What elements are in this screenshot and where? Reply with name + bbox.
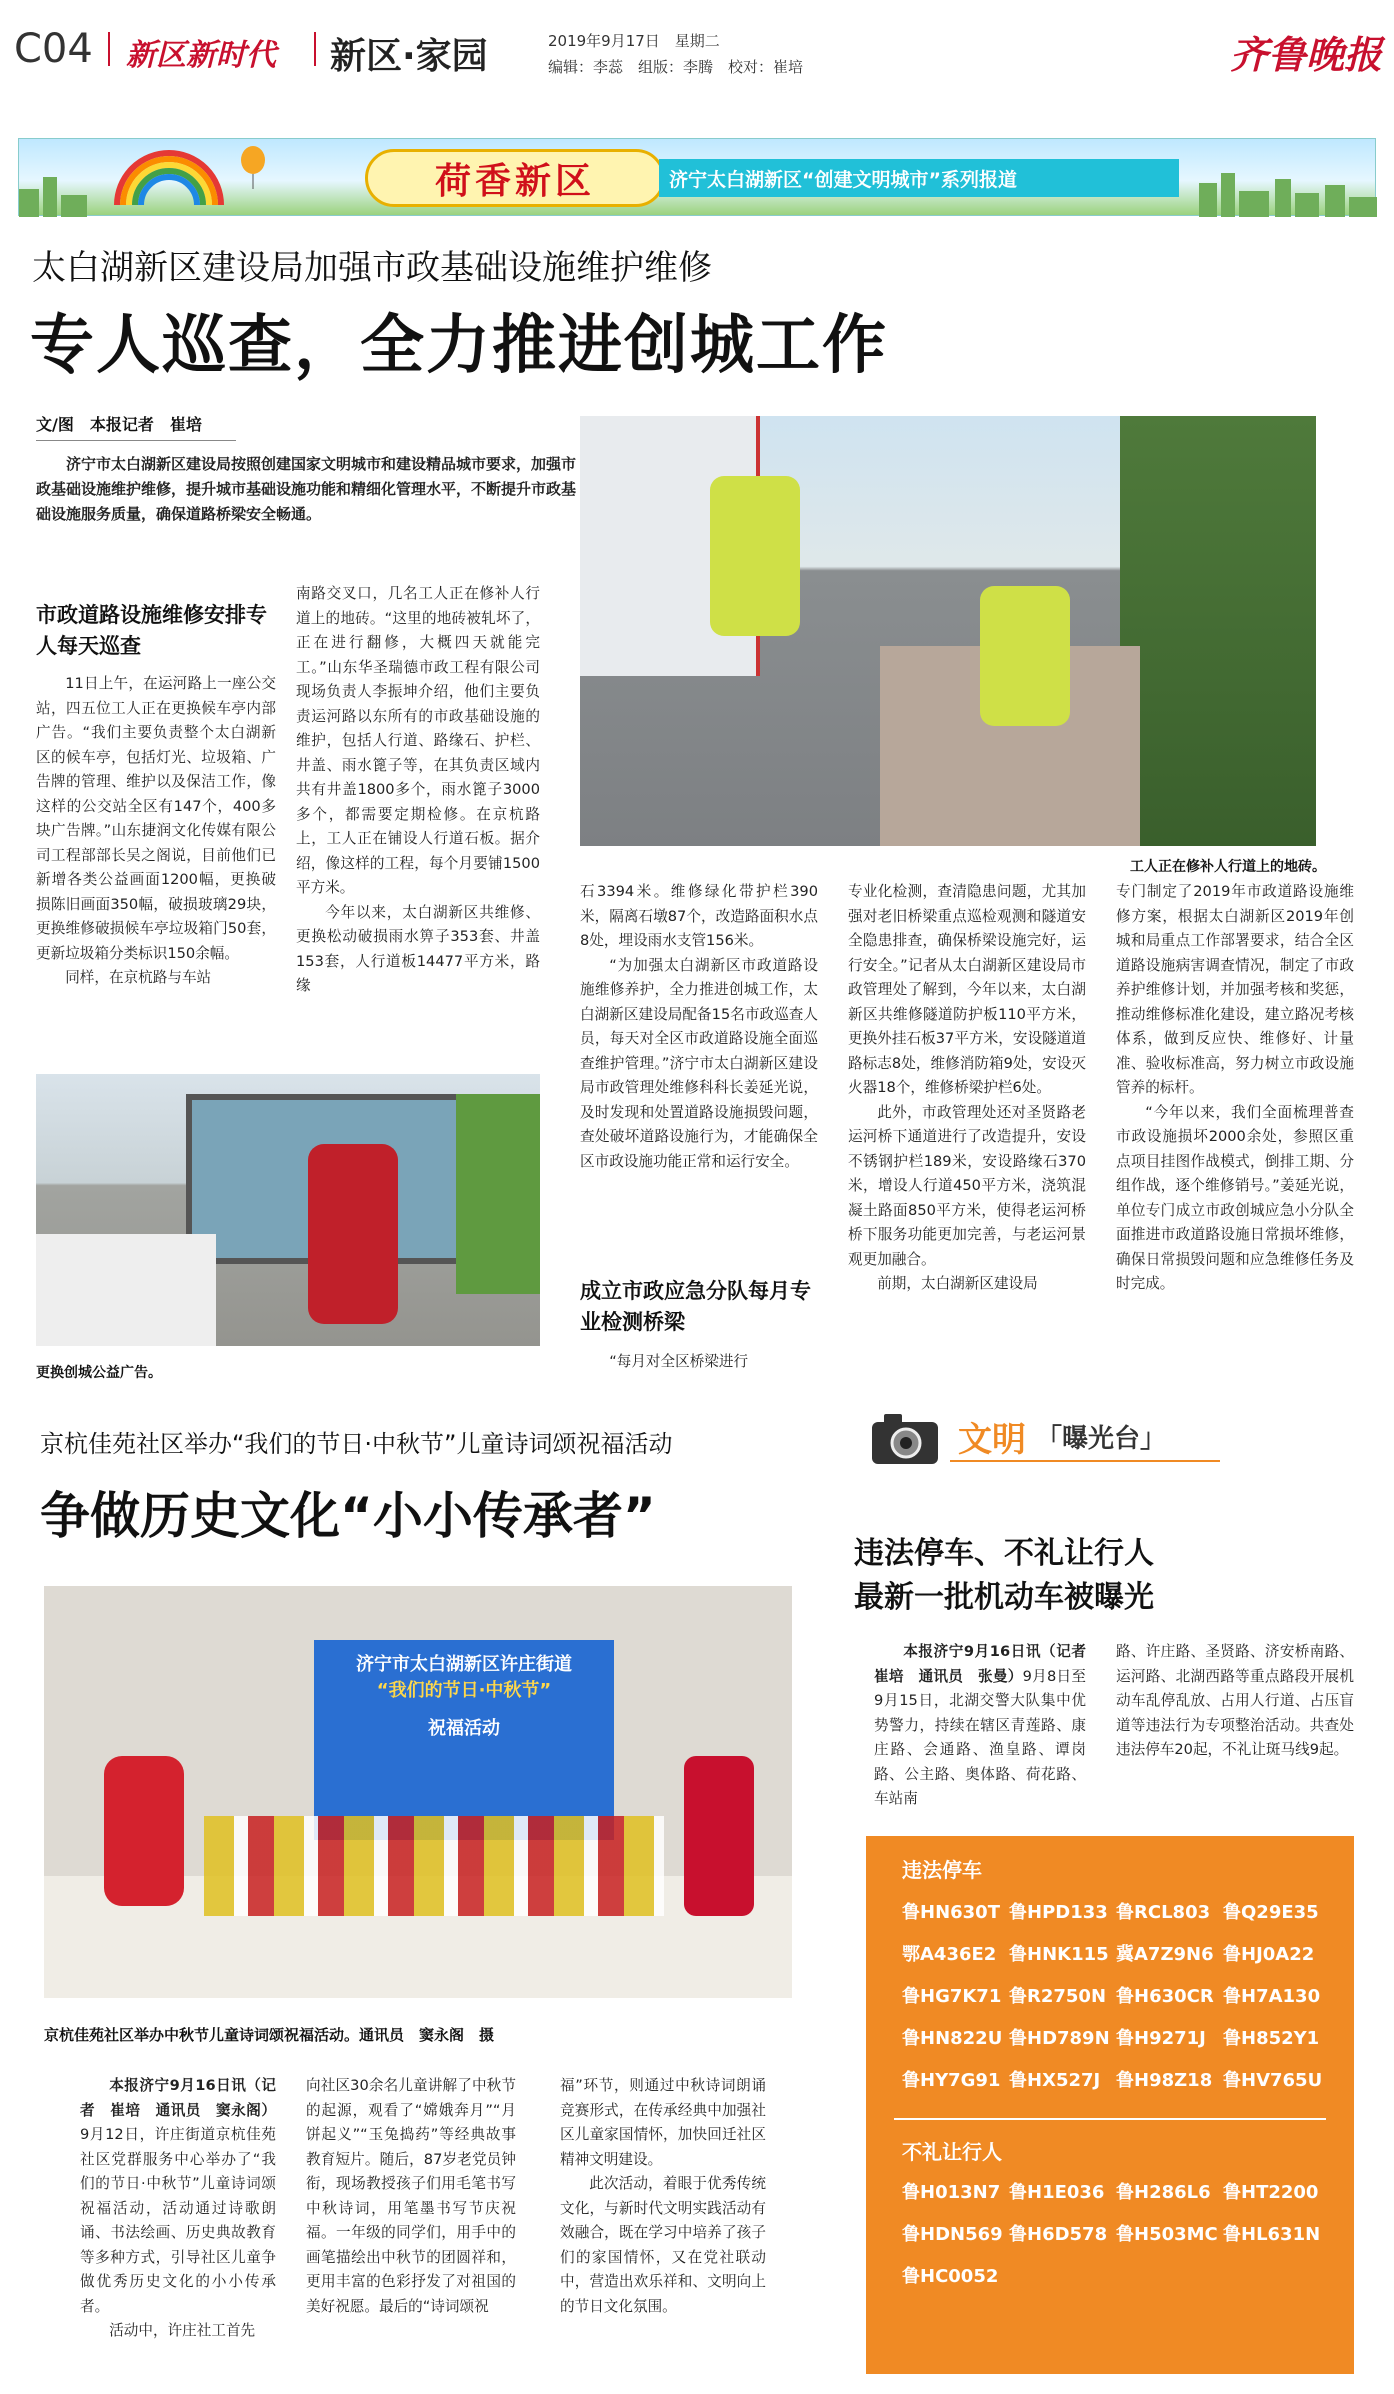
paragraph: 前期，太白湖新区建设局: [877, 1275, 1038, 1292]
plate-number: 鲁HPD133: [1009, 1902, 1108, 1923]
paragraph: 此次活动，着眼于优秀传统文化，与新时代文明实践活动有效融合，既在学习中培养了孩子们的家国情怀，又在党社联动中，营造出欢乐祥和、文明向上的节日文化氛围。: [560, 2175, 766, 2315]
parking-plate-grid: [902, 1892, 1342, 2102]
subhead-2-text: 成立市政应急分队每月专业检测桥梁: [580, 1279, 811, 1334]
ad-replacement-photo-caption: 更换创城公益广告。: [36, 1365, 162, 1381]
a1-col3-tail: [580, 1350, 818, 1376]
section-name: 新区·家园: [330, 36, 488, 77]
workers-photo: [580, 416, 1316, 846]
pedestrian-title: 不礼让行人: [902, 2140, 1002, 2164]
dateline: 本报济宁9月16日讯（记者 崔培 通讯员 窦永阁）: [80, 2077, 276, 2119]
plate-number: 鲁HNK115: [1009, 1944, 1109, 1965]
paragraph: 11日上午，在运河路上一座公交站，四五位工人正在更换候车亭内部广告。“我们主要负责整个太白湖新区的候车亭，包括灯光、垃圾箱、广告牌的管理、维护以及保洁工作，像这样的公交站全区有147个，400多块广告牌。”山东捷润文化传媒有限公司工程部部长吴之阁说，目前他们已新增各类公益画面1200幅，更换破损陈旧画面350幅，破损玻璃29块，更换维修破损候车亭垃圾箱门50套，更新垃圾箱分类标识150余幅。: [36, 675, 276, 962]
exposure-headline-1: 违法停车、不礼让行人: [854, 1536, 1154, 1571]
exposure-label-main: 文明: [958, 1420, 1026, 1460]
subhead-1: [36, 600, 276, 662]
a1-col4: [848, 880, 1086, 1376]
plate-number: 鲁HY7G91: [902, 2070, 1001, 2091]
subhead-1-text: 市政道路设施维修安排专人每天巡查: [36, 603, 267, 658]
paragraph: 专业化检测，查清隐患问题，尤其加强对老旧桥梁重点巡检观测和隧道安全隐患排查，确保桥梁设施完好，运行安全。”记者从太白湖新区建设局市政管理处了解到，今年以来，太白湖新区共维修隧道防护板110平方米，更换外挂石板37平方米，安设隧道道路标志8处，维修消防箱9处，安设灭火器18个，维修桥梁护栏6处。: [848, 883, 1086, 1096]
plate-number: 鲁H6D578: [1009, 2224, 1108, 2245]
a1-col2: [296, 582, 540, 1052]
banner-subtitle: 济宁太白湖新区“创建文明城市”系列报道: [669, 169, 1017, 191]
divider: [314, 32, 316, 66]
plate-number: 鲁H013N7: [902, 2182, 1001, 2203]
exp-col1: [874, 1640, 1101, 1820]
a1-col1: [36, 672, 276, 1052]
workers-photo-caption: 工人正在修补人行道上的地砖。: [1130, 859, 1326, 875]
plate-number: 鲁RCL803: [1116, 1902, 1211, 1923]
plate-number: 鲁H286L6: [1116, 2182, 1211, 2203]
plate-number: 鲁H7A130: [1223, 1986, 1321, 2007]
photo-banner-line-1: 济宁市太白湖新区许庄街道: [356, 1654, 572, 1675]
section-brand: 新区新时代: [126, 38, 276, 73]
ad-replacement-photo: [36, 1074, 540, 1346]
article1-byline: 文/图 本报记者 崔培: [36, 415, 202, 434]
divider: [108, 32, 110, 66]
plate-number: 鲁HJ0A22: [1223, 1944, 1315, 1965]
paragraph: “今年以来，我们全面梳理普查市政设施损坏2000余处，参照区重点项目挂图作战模式，倒排工期、分组作战，逐个维修销号。”姜延光说，单位专门成立市政创城应急小分队全面推进市政道路设施日常损坏维修，确保日常损毁问题和应急维修任务及时完成。: [1116, 1103, 1354, 1292]
plate-number: 鲁HN630T: [902, 1902, 1000, 1923]
paragraph: 路、许庄路、圣贤路、济安桥南路、运河路、北湖西路等重点路段开展机动车乱停乱放、占用人行道、占压盲道等违法行为专项整治活动。共查处违法停车20起，不礼让斑马线9起。: [1116, 1643, 1354, 1758]
article1-kicker: 太白湖新区建设局加强市政基础设施维护维修: [32, 248, 712, 288]
plate-number: 鲁HC0052: [902, 2266, 999, 2287]
exp-col2: [1116, 1640, 1354, 1820]
plate-number: 鲁H503MC: [1116, 2224, 1218, 2245]
plate-number: 鲁HT2200: [1223, 2182, 1319, 2203]
plate-number: 鲁HDN569: [902, 2224, 1003, 2245]
plate-number: 鲁H1E036: [1009, 2182, 1105, 2203]
paragraph: [874, 1640, 1101, 1812]
plate-number: 鲁H9271J: [1116, 2028, 1206, 2049]
parking-title: 违法停车: [902, 1858, 982, 1882]
paragraph: 此外，市政管理处还对圣贤路老运河桥下通道进行了改造提升，安设不锈钢护栏189米，安设路缘石370米，增设人行道450平方米，浇筑混凝土路面850平方米，使得老运河桥桥下服务功能更加完善，与老运河景观更加融合。: [848, 1103, 1086, 1268]
article2-kicker: 京杭佳苑社区举办“我们的节日·中秋节”儿童诗词颂祝福活动: [40, 1430, 673, 1458]
a2-col3: [560, 2074, 766, 2384]
exposure-label-sub: 「曝光台」: [1036, 1424, 1167, 1454]
staff-line: 编辑：李蕊 组版：李腾 校对：崔培: [548, 58, 804, 76]
paragraph-text: 9月12日，许庄街道京杭佳苑社区党群服务中心举办了“我们的节日·中秋节”儿童诗词颂祝福活动，活动通过诗歌朗诵、书法绘画、历史典故教育等多种方式，引导社区儿童争做优秀历史文化的小小传承者。: [80, 2126, 276, 2315]
a1-col3: [580, 880, 818, 1290]
subhead-2: [580, 1276, 818, 1338]
plate-number: 鲁R2750N: [1009, 1986, 1107, 2007]
page-number: C04: [14, 26, 93, 72]
a2-col1: [80, 2074, 276, 2384]
paragraph: 向社区30余名儿童讲解了中秋节的起源，观看了“嫦娥奔月”“月饼起义”“玉兔捣药”等经典故事教育短片。随后，87岁老党员钟衔，现场教授孩子们用毛笔书写中秋诗词，用笔墨书写节庆祝福。一年级的同学们，用手中的画笔描绘出中秋节的团圆祥和，更用丰富的色彩抒发了对祖国的美好祝愿。最后的“诗词颂祝: [306, 2077, 516, 2315]
date-line: 2019年9月17日 星期二: [548, 32, 720, 50]
paragraph: “每月对全区桥梁进行: [609, 1353, 749, 1370]
dateline: 本报济宁9月16日讯（记者 崔培 通讯员 张曼）: [874, 1643, 1101, 1685]
exposure-label-rule: [950, 1460, 1220, 1462]
plate-number: 鄂A436E2: [902, 1944, 997, 1965]
plate-number: 鲁HL631N: [1223, 2224, 1321, 2245]
article1-lead: [36, 452, 576, 560]
plate-number: 鲁H98Z18: [1116, 2070, 1213, 2091]
paragraph: 石3394米。维修绿化带护栏390米，隔离石墩87个，改造路面积水点8处，埋设雨水支管156米。: [580, 883, 818, 949]
camera-icon: [870, 1410, 940, 1466]
paragraph: [80, 2074, 276, 2319]
plate-number: 鲁HG7K71: [902, 1986, 1002, 2007]
paragraph: 福”环节，则通过中秋诗词朗诵竞赛形式，在传承经典中加强社区儿童家国情怀，加快回迁社区精神文明建设。: [560, 2077, 766, 2168]
a1-col5: [1116, 880, 1354, 1376]
plate-list-divider: [894, 2118, 1326, 2120]
exposure-headline-2: 最新一批机动车被曝光: [854, 1580, 1154, 1615]
plate-list-box: [866, 1836, 1354, 2374]
paragraph: 专门制定了2019年市政道路设施维修方案，根据太白湖新区2019年创城和局重点工作部署要求，结合全区道路设施病害调查情况，制定了市政养护维修计划，并加强考核和奖惩，推动维修标准化建设，建立路况考核体系，做到反应快、维修好、计量准、验收标准高，努力树立市政设施管养的标杆。: [1116, 883, 1354, 1096]
plate-number: 鲁HV765U: [1223, 2070, 1323, 2091]
paragraph: 同样，在京杭路与车站: [65, 969, 212, 986]
masthead: [0, 0, 1394, 80]
children-event-photo: [44, 1586, 792, 1998]
paragraph-text: 9月8日至9月15日，北湖交警大队集中优势警力，持续在辖区青莲路、康庄路、会通路、渔皇路、谭岗路、公主路、奥体路、荷花路、车站南: [874, 1667, 1086, 1807]
plate-number: 鲁HD789N: [1009, 2028, 1110, 2049]
byline-rule: [36, 440, 236, 441]
photo-banner-text: [314, 1652, 614, 1742]
lead-paragraph: 济宁市太白湖新区建设局按照创建国家文明城市和建设精品城市要求，加强市政基础设施维护维修，提升城市基础设施功能和精细化管理水平，不断提升市政基础设施服务质量，确保道路桥梁安全畅通。: [36, 455, 577, 523]
plate-number: 鲁H630CR: [1116, 1986, 1214, 2007]
a2-col2: [306, 2074, 516, 2384]
plate-number: 鲁HX527J: [1009, 2070, 1101, 2091]
pedestrian-plate-grid: [902, 2172, 1342, 2298]
paragraph: 活动中，许庄社工首先: [109, 2322, 256, 2339]
photo-banner-line-2: “我们的节日·中秋节”: [376, 1680, 552, 1701]
plate-number: 鲁Q29E35: [1223, 1902, 1319, 1923]
series-banner: [18, 138, 1376, 216]
article1-headline: 专人巡查，全力推进创城工作: [30, 309, 888, 383]
plate-number: 鲁HN822U: [902, 2028, 1003, 2049]
plate-number: 冀A7Z9N6: [1116, 1944, 1214, 1965]
newspaper-logo: 齐鲁晚报: [1230, 32, 1383, 77]
paragraph: 南路交叉口，几名工人正在修补人行道上的地砖。“这里的地砖被轧坏了，正在进行翻修，大概四天就能完工。”山东华圣瑞德市政工程有限公司现场负责人李振坤介绍，他们主要负责运河路以东所有的市政基础设施的维护，包括人行道、路缘石、护栏、井盖、雨水篦子等，在其负责区域内共有井盖1800多个，雨水篦子3000多个，都需要定期检修。在京杭路上，工人正在铺设人行道石板。据介绍，像这样的工程，每个月要铺1500平方米。: [296, 585, 540, 896]
banner-title: 荷香新区: [434, 160, 595, 202]
photo-banner-line-3: 祝福活动: [428, 1718, 500, 1739]
plate-number: 鲁H852Y1: [1223, 2028, 1320, 2049]
article2-headline: 争做历史文化“小小传承者”: [40, 1487, 656, 1545]
children-event-photo-caption: 京杭佳苑社区举办中秋节儿童诗词颂祝福活动。通讯员 窦永阁 摄: [44, 2026, 495, 2044]
paragraph: 今年以来，太白湖新区共维修、更换松动破损雨水箅子353套、井盖153套，人行道板14477平方米，路缘: [296, 903, 540, 994]
paragraph: “为加强太白湖新区市政道路设施维修养护，全力推进创城工作，太白湖新区建设局配备15名市政巡查人员，每天对全区市政道路设施全面巡查维护管理。”济宁市太白湖新区建设局市政管理处维修科科长姜延光说，及时发现和处置道路设施损毁问题，查处破坏道路设施行为，才能确保全区市政设施功能正常和运行安全。: [580, 956, 818, 1170]
